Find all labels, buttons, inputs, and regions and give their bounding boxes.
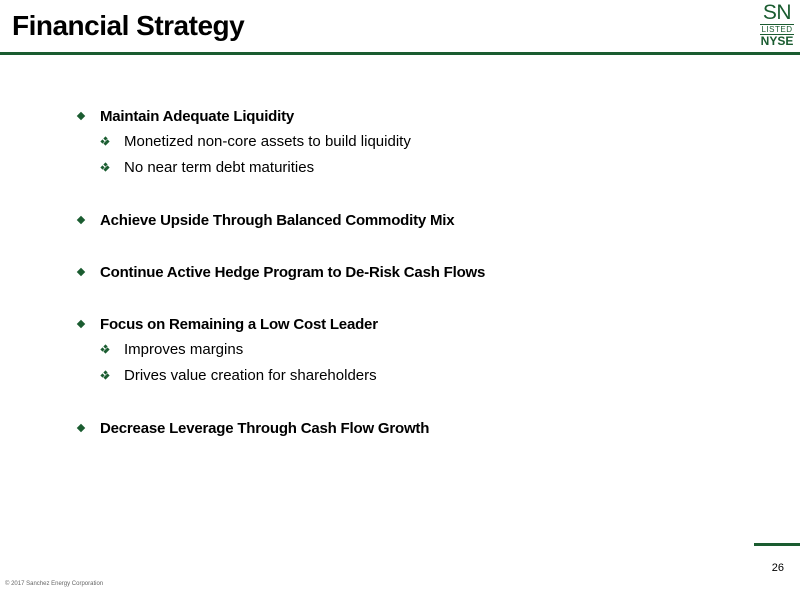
diamond-bullet-icon xyxy=(77,112,85,120)
bullet-group xyxy=(76,416,756,440)
badge-exchange: NYSE xyxy=(760,34,794,48)
bullet-text: Maintain Adequate Liquidity xyxy=(100,107,295,125)
bullet-group xyxy=(76,104,756,180)
badge-listed-label: LISTED xyxy=(761,25,793,34)
sub-bullet-item xyxy=(76,154,756,180)
badge-ticker: SN xyxy=(762,1,792,24)
diamond-bullet-icon xyxy=(77,216,85,224)
sub-bullet-item xyxy=(76,336,756,362)
bullet-group xyxy=(76,312,756,388)
bullet-text: Continue Active Hedge Program to De-Risk Cash Flows xyxy=(100,263,486,281)
copyright-notice: © 2017 Sanchez Energy Corporation xyxy=(5,581,104,587)
four-diamond-bullet-icon xyxy=(101,371,109,379)
header-divider xyxy=(0,52,800,55)
footer-divider xyxy=(754,543,800,546)
bullet-group xyxy=(76,208,756,232)
sub-bullet-text: No near term debt maturities xyxy=(124,158,315,176)
bullet-item xyxy=(76,260,756,284)
diamond-bullet-icon xyxy=(77,320,85,328)
four-diamond-bullet-icon xyxy=(101,163,109,171)
sub-bullet-text: Monetized non-core assets to build liquidity xyxy=(124,132,411,150)
sub-bullet-text: Drives value creation for shareholders xyxy=(124,366,377,384)
bullet-item xyxy=(76,416,756,440)
bullet-text: Focus on Remaining a Low Cost Leader xyxy=(100,315,378,333)
nyse-listed-badge xyxy=(757,3,797,49)
page-number: 26 xyxy=(771,562,784,574)
four-diamond-bullet-icon xyxy=(101,345,109,353)
diamond-bullet-icon xyxy=(77,268,85,276)
bullet-item xyxy=(76,208,756,232)
four-diamond-bullet-icon xyxy=(101,137,109,145)
slide-title: Financial Strategy xyxy=(12,10,245,41)
bullet-text: Decrease Leverage Through Cash Flow Growth xyxy=(100,419,430,437)
bullet-list xyxy=(76,104,756,468)
bullet-item xyxy=(76,104,756,128)
bullet-group xyxy=(76,260,756,284)
diamond-bullet-icon xyxy=(77,424,85,432)
bullet-text: Achieve Upside Through Balanced Commodity Mix xyxy=(100,211,455,229)
sub-bullet-item xyxy=(76,128,756,154)
sub-bullet-text: Improves margins xyxy=(124,340,244,358)
sub-bullet-item xyxy=(76,362,756,388)
bullet-item xyxy=(76,312,756,336)
